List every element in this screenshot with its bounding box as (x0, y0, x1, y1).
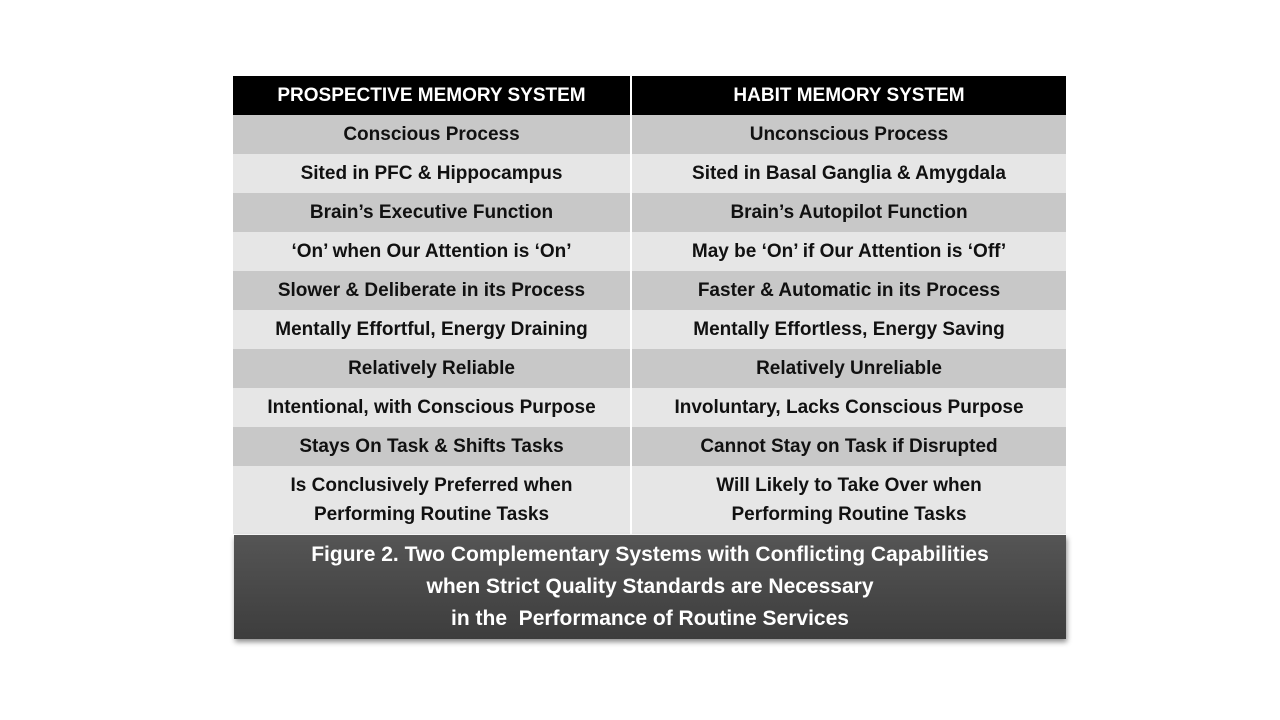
table-row (233, 115, 1066, 154)
table-row (233, 271, 1066, 310)
table-cell-left: ‘On’ when Our Attention is ‘On’ (233, 232, 632, 271)
table-cell-left: Brain’s Executive Function (233, 193, 632, 232)
table-cell-right: Cannot Stay on Task if Disrupted (632, 427, 1066, 466)
header-prospective-memory: PROSPECTIVE MEMORY SYSTEM (233, 76, 632, 115)
table-cell-line: Performing Routine Tasks (731, 504, 967, 525)
table-cell-left: Conscious Process (233, 115, 632, 154)
comparison-table (233, 76, 1066, 534)
table-cell-left: Mentally Effortful, Energy Draining (233, 310, 632, 349)
table-cell-right: Sited in Basal Ganglia & Amygdala (632, 154, 1066, 193)
table-row (233, 232, 1066, 271)
table-cell-right: Faster & Automatic in its Process (632, 271, 1066, 310)
table-cell-left: Sited in PFC & Hippocampus (233, 154, 632, 193)
table-cell-left: Stays On Task & Shifts Tasks (233, 427, 632, 466)
table-cell-right: Mentally Effortless, Energy Saving (632, 310, 1066, 349)
table-row (233, 466, 1066, 534)
table-cell-right: Relatively Unreliable (632, 349, 1066, 388)
table-cell-left: Intentional, with Conscious Purpose (233, 388, 632, 427)
table-cell-right (632, 466, 1066, 534)
caption-line: Figure 2. Two Complementary Systems with Conflicting Capabilities (311, 543, 989, 566)
table-cell-line: Is Conclusively Preferred when (290, 475, 573, 496)
table-row (233, 349, 1066, 388)
header-habit-memory: HABIT MEMORY SYSTEM (632, 76, 1066, 115)
table-cell-left: Slower & Deliberate in its Process (233, 271, 632, 310)
caption-line: in the Performance of Routine Services (451, 607, 849, 630)
caption-line: when Strict Quality Standards are Necessary (426, 575, 874, 598)
table-row (233, 427, 1066, 466)
table-cell-line: Performing Routine Tasks (313, 504, 550, 525)
figure-caption (234, 535, 1066, 639)
table-row (233, 388, 1066, 427)
table-row (233, 310, 1066, 349)
table-row (233, 193, 1066, 232)
table-cell-right: Unconscious Process (632, 115, 1066, 154)
table-row (233, 154, 1066, 193)
table-cell-left (233, 466, 632, 534)
table-cell-right: Involuntary, Lacks Conscious Purpose (632, 388, 1066, 427)
table-cell-line: Will Likely to Take Over when (716, 475, 982, 496)
table-cell-left: Relatively Reliable (233, 349, 632, 388)
table-cell-right: Brain’s Autopilot Function (632, 193, 1066, 232)
table-header-row (233, 76, 1066, 115)
table-cell-right: May be ‘On’ if Our Attention is ‘Off’ (632, 232, 1066, 271)
